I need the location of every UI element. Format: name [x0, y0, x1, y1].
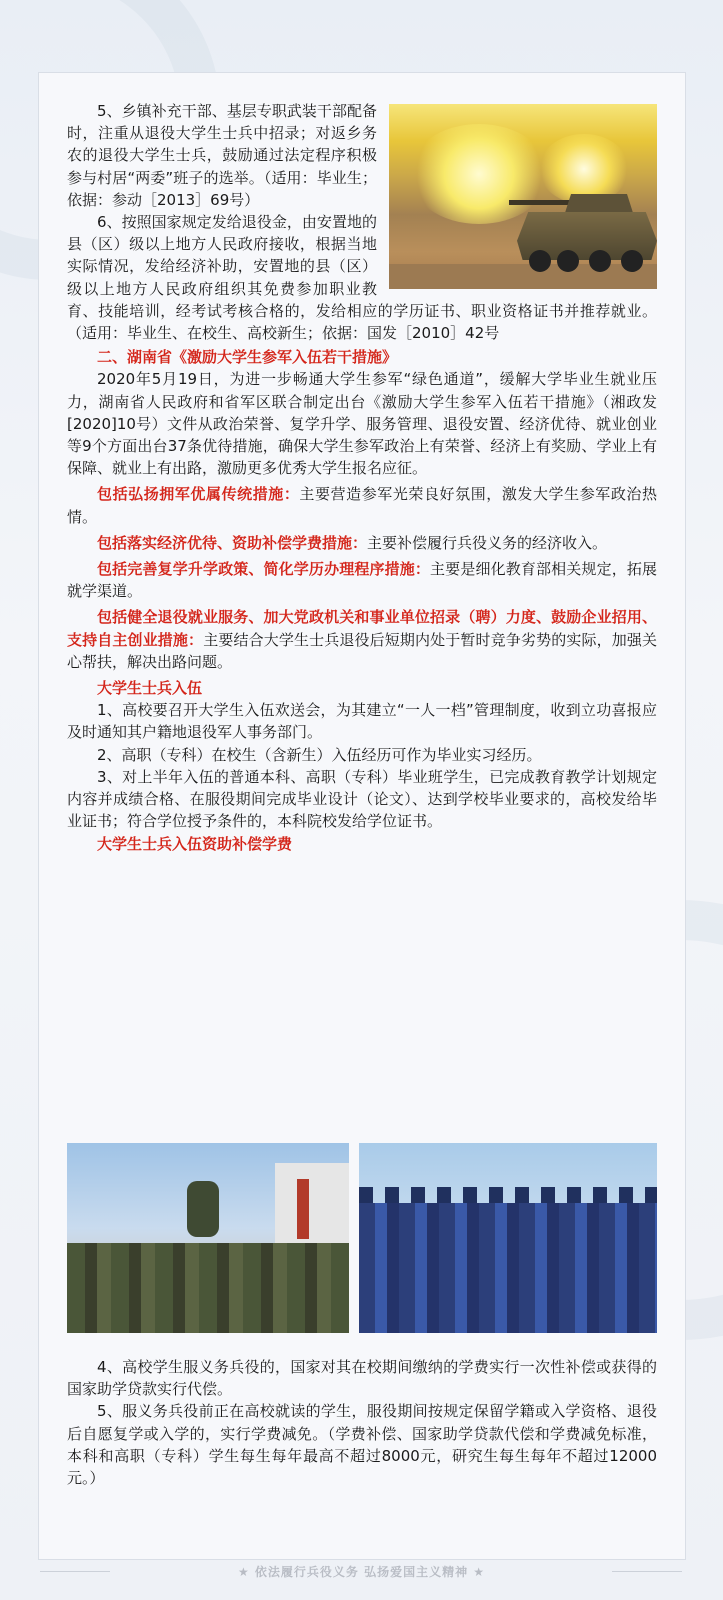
tuition-item: 4、高校学生服义务兵役的，国家对其在校期间缴纳的学费实行一次性补偿或获得的国家助学贷款实行代偿。 — [67, 1358, 657, 1399]
main-content — [67, 100, 657, 855]
enlistment-item: 3、对上半年入伍的普通本科、高职（专科）毕业班学生，已完成教育教学计划规定内容并成绩合格、在服役期间完成毕业设计（论文）、达到学校毕业要求的，高校发给毕业证书；符合学位授予条件的，本科院校发给学位证书。 — [67, 767, 657, 831]
measure-paragraph — [67, 483, 657, 527]
footer-slogan: ★ 依法履行兵役义务 弘扬爱国主义精神 ★ — [237, 1565, 486, 1579]
measure-paragraph — [67, 558, 657, 602]
enlistment-item: 1、高校要召开大学生入伍欢送会，为其建立“一人一档”管理制度，收到立功喜报应及时通知其户籍地退役军人事务部门。 — [67, 701, 657, 742]
enlistment-item: 2、高职（专科）在校生（含新生）入伍经历可作为毕业实习经历。 — [97, 745, 542, 764]
photo-row — [67, 1143, 657, 1333]
section-heading-enlistment: 大学生士兵入伍 — [97, 679, 203, 698]
item-5-text: 5、乡镇补充干部、基层专职武装干部配备时，注重从退役大学生士兵中招录；对返乡务农的退役大学生士兵，鼓励通过法定程序积极参与村居“两委”班子的选举。（适用：毕业生；依据：参动［2013］69号） — [67, 102, 377, 209]
measure-paragraph — [67, 606, 657, 673]
measure-text: 主要结合大学生士兵退役后短期内处于暂时竞争劣势的实际，加强关心帮扶，解决出路问题。 — [67, 630, 657, 671]
section-heading-hunan: 二、湖南省《激励大学生参军入伍若干措施》 — [97, 348, 398, 367]
measure-label: 包括弘扬拥军优属传统措施： — [97, 485, 300, 504]
tank-firing-photo — [389, 104, 657, 289]
measure-label: 包括健全退役就业服务、加大党政机关和事业单位招录（聘）力度、鼓励企业招用、支持自主创业措施： — [67, 608, 657, 649]
section-intro: 2020年5月19日，为进一步畅通大学生参军“绿色通道”，缓解大学毕业生就业压力，湖南省人民政府和省军区联合制定出台《激励大学生参军入伍若干措施》（湘政发[2020]10号）文件从政治荣誉、复学升学、服务管理、退役安置、经济优待、就业创业等9个方面出台37条优待措施，确保大学生参军政治上有荣誉、经济上有奖励、学业上有保障、就业上有出路，激励更多优秀大学生报名应征。 — [67, 370, 657, 478]
measure-text: 主要营造参军光荣良好氛围，激发大学生参军政治热情。 — [67, 485, 657, 526]
measure-label: 包括落实经济优待、资助补偿学费措施： — [97, 533, 368, 552]
measure-text: 主要是细化教育部相关规定，拓展就学渠道。 — [67, 560, 657, 601]
soldiers-formation-photo — [359, 1143, 657, 1333]
section-heading-tuition: 大学生士兵入伍资助补偿学费 — [97, 834, 293, 853]
measure-text: 主要补偿履行兵役义务的经济收入。 — [367, 533, 608, 552]
tuition-item: 5、服义务兵役前正在高校就读的学生，服役期间按规定保留学籍或入学资格、退役后自愿复学或入学的，实行学费减免。（学费补偿、国家助学贷款代偿和学费减免标准，本科和高职（专科）学生每生每年最高不超过8000元，研究生每生每年不超过12000元。） — [67, 1402, 657, 1488]
tuition-content — [67, 1356, 657, 1489]
measure-paragraph — [67, 532, 657, 554]
measure-label: 包括完善复学升学政策、简化学历办理程序措施： — [97, 560, 431, 579]
soldiers-celebration-photo — [67, 1143, 349, 1333]
item-6-text: 6、按照国家规定发给退役金，由安置地的县（区）级以上地方人民政府接收，根据当地实际情况，发给经济补助，安置地的县（区）级以上地方人民政府组织其免费参加职业教育、技能培训，经考试考核合格的，发给相应的学历证书、职业资格证书并推荐就业。（适用：毕业生、在校生、高校新生；依据：国发［2010］42号 — [67, 213, 657, 343]
